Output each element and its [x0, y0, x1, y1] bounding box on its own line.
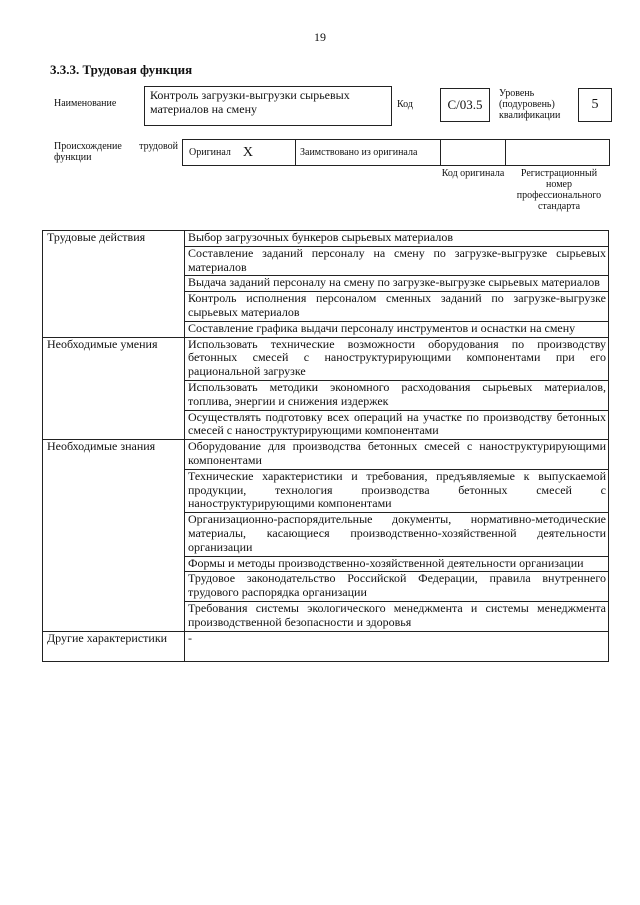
- level-value: 5: [591, 97, 599, 112]
- table-cell: Оборудование для производства бетонных смесей с наноструктурирующими компонентами: [185, 440, 609, 470]
- origin-code-cell: [441, 140, 506, 165]
- origin-reg-cell: [506, 140, 609, 165]
- name-label: Наименование: [54, 98, 117, 109]
- code-original-label: Код оригинала: [441, 168, 505, 179]
- table-cell: Контроль исполнения персоналом сменных заданий по загрузке-выгрузке сырьевых материалов: [185, 292, 609, 322]
- table-cell: Использовать методики экономного расходования сырьевых материалов, топлива, энергии и снижения издержек: [185, 380, 609, 410]
- row-label: Необходимые умения: [43, 337, 185, 440]
- origin-label: Происхождение трудовой функции: [54, 141, 178, 163]
- origin-row: [182, 139, 610, 166]
- table-cell: Организационно-распорядительные документы, нормативно-методические материалы, касающиеся производственно-хозяйственной деятельности организации: [185, 513, 609, 556]
- function-table: [42, 230, 609, 662]
- table-cell: Составление графика выдачи персоналу инструментов и оснастки на смену: [185, 321, 609, 337]
- table-row: [43, 231, 609, 247]
- table-cell: Осуществлять подготовку всех операций на участке по производству бетонных смесей с наноструктурирующими компонентами: [185, 410, 609, 440]
- borrowed-label: Заимствовано из оригинала: [296, 140, 441, 165]
- table-cell: -: [185, 631, 609, 661]
- table-cell: Трудовое законодательство Российской Федерации, правила внутреннего трудового распорядка организации: [185, 572, 609, 602]
- table-cell: Требования системы экологического менеджмента и системы менеджмента производственной безопасности и здоровья: [185, 601, 609, 631]
- row-label: Трудовые действия: [43, 231, 185, 338]
- origin-original-cell: [183, 140, 296, 165]
- reg-number-label: Регистрационный номер профессионального стандарта: [516, 168, 602, 212]
- page-number: 19: [314, 30, 326, 44]
- table-cell: Использовать технические возможности оборудования по производству бетонных смесей с наноструктурирующими компонентами при его рациональной загрузке: [185, 337, 609, 380]
- code-value: С/03.5: [447, 97, 483, 112]
- table-row: [43, 337, 609, 380]
- level-label: Уровень (подуровень) квалификации: [499, 88, 561, 121]
- code-box: [440, 88, 490, 122]
- table-row: [43, 631, 609, 661]
- row-label: Необходимые знания: [43, 440, 185, 631]
- table-cell: Формы и методы производственно-хозяйственной деятельности организации: [185, 556, 609, 572]
- level-box: [578, 88, 612, 122]
- section-title: 3.3.3. Трудовая функция: [50, 62, 193, 77]
- table-cell: Выдача заданий персоналу на смену по загрузке-выгрузке сырьевых материалов: [185, 276, 609, 292]
- function-name: Контроль загрузки-выгрузки сырьевых материалов на смену: [150, 88, 350, 116]
- function-name-box: [144, 86, 392, 126]
- table-cell: Технические характеристики и требования, предъявляемые к выпускаемой продукции, технология производства бетонных смесей с наноструктурирующими компонентами: [185, 469, 609, 512]
- code-label: Код: [397, 99, 413, 110]
- table-cell: Выбор загрузочных бункеров сырьевых материалов: [185, 231, 609, 247]
- row-label: Другие характеристики: [43, 631, 185, 661]
- original-mark: X: [242, 144, 254, 160]
- table-row: [43, 440, 609, 470]
- original-label: Оригинал: [189, 147, 231, 158]
- table-cell: Составление заданий персоналу на смену по загрузке-выгрузке сырьевых материалов: [185, 246, 609, 276]
